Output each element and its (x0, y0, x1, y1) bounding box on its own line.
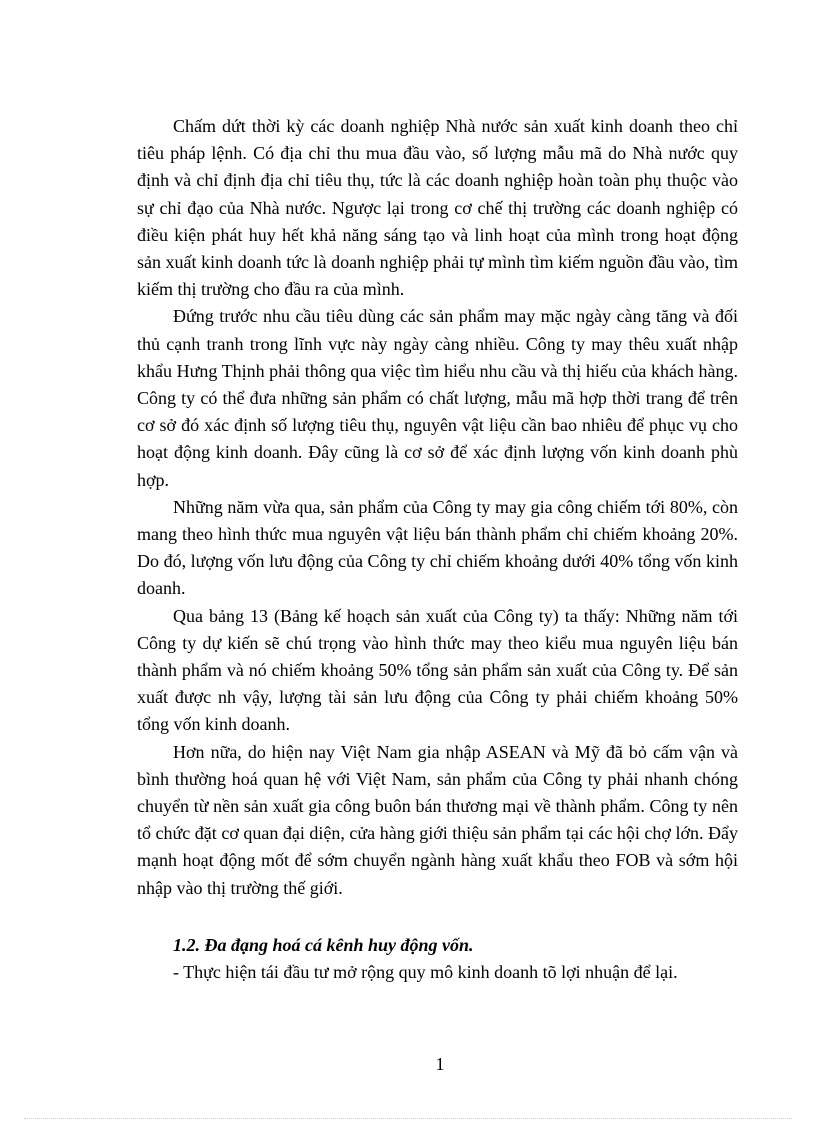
paragraph: Đứng trước nhu cầu tiêu dùng các sản phẩm may mặc ngày càng tăng và đối thủ cạnh tranh trong lĩnh vực này ngày càng nhiều. Công ty may thêu xuất nhập khẩu Hưng Thịnh phải thông qua việc tìm hiểu nhu cầu và thị hiếu của khách hàng. Công ty có thể đưa những sản phẩm có chất lượng, mẫu mã hợp thời trang để trên cơ sở đó xác định số lượng tiêu thụ, nguyên vật liệu cần bao nhiêu để phục vụ cho hoạt động kinh doanh. Đây cũng là cơ sở để xác định lượng vốn kinh doanh phù hợp. (137, 306, 738, 490)
paragraph: Những năm vừa qua, sản phẩm của Công ty may gia công chiếm tới 80%, còn mang theo hình thức mua nguyên vật liệu bán thành phẩm chỉ chiếm khoảng 20%. Do đó, lượng vốn lưu động của Công ty chỉ chiếm khoảng dưới 40% tổng vốn kinh doanh. (137, 496, 738, 599)
page-number: 1 (435, 1054, 445, 1074)
body-text (137, 113, 738, 986)
page-bottom-divider (24, 1118, 792, 1119)
paragraph: Chấm dứt thời kỳ các doanh nghiệp Nhà nước sản xuất kinh doanh theo chỉ tiêu pháp lệnh. Có địa chỉ thu mua đầu vào, số lượng mẫu mã do Nhà nước quy định và chỉ định địa chỉ tiêu thụ, tức là các doanh nghiệp hoàn toàn phụ thuộc vào sự chỉ đạo của Nhà nước. Ngược lại trong cơ chế thị trường các doanh nghiệp có điều kiện phát huy hết khả năng sáng tạo và linh hoạt của mình trong hoạt động sản xuất kinh doanh tức là doanh nghiệp phải tự mình tìm kiếm nguồn đầu vào, tìm kiếm thị trường cho đầu ra của mình. (137, 116, 738, 300)
paragraph: Hơn nữa, do hiện nay Việt Nam gia nhập ASEAN và Mỹ đã bỏ cấm vận và bình thường hoá quan hệ với Việt Nam, sản phẩm của Công ty phải nhanh chóng chuyển từ nền sản xuất gia công buôn bán thương mại về thành phẩm. Công ty nên tổ chức đặt cơ quan đại diện, cửa hàng giới thiệu sản phẩm tại các hội chợ lớn. Đẩy mạnh hoạt động mốt để sớm chuyển ngành hàng xuất khẩu theo FOB và sớm hội nhập vào thị trường thế giới. (137, 741, 738, 898)
paragraph: Qua bảng 13 (Bảng kế hoạch sản xuất của Công ty) ta thấy: Những năm tới Công ty dự kiến sẽ chú trọng vào hình thức may theo kiểu mua nguyên liệu bán thành phẩm và nó chiếm khoảng 50% tổng sản phẩm sản xuất của Công ty. Để sản xuất được nh vậy, lượng tài sản lưu động của Công ty phải chiếm khoảng 50% tổng vốn kinh doanh. (137, 605, 738, 735)
list-item: - Thực hiện tái đầu tư mở rộng quy mô kinh doanh tõ lợi nhuận để lại. (173, 962, 678, 983)
section-heading: 1.2. Đa đạng hoá cá kênh huy động vốn. (173, 934, 474, 955)
